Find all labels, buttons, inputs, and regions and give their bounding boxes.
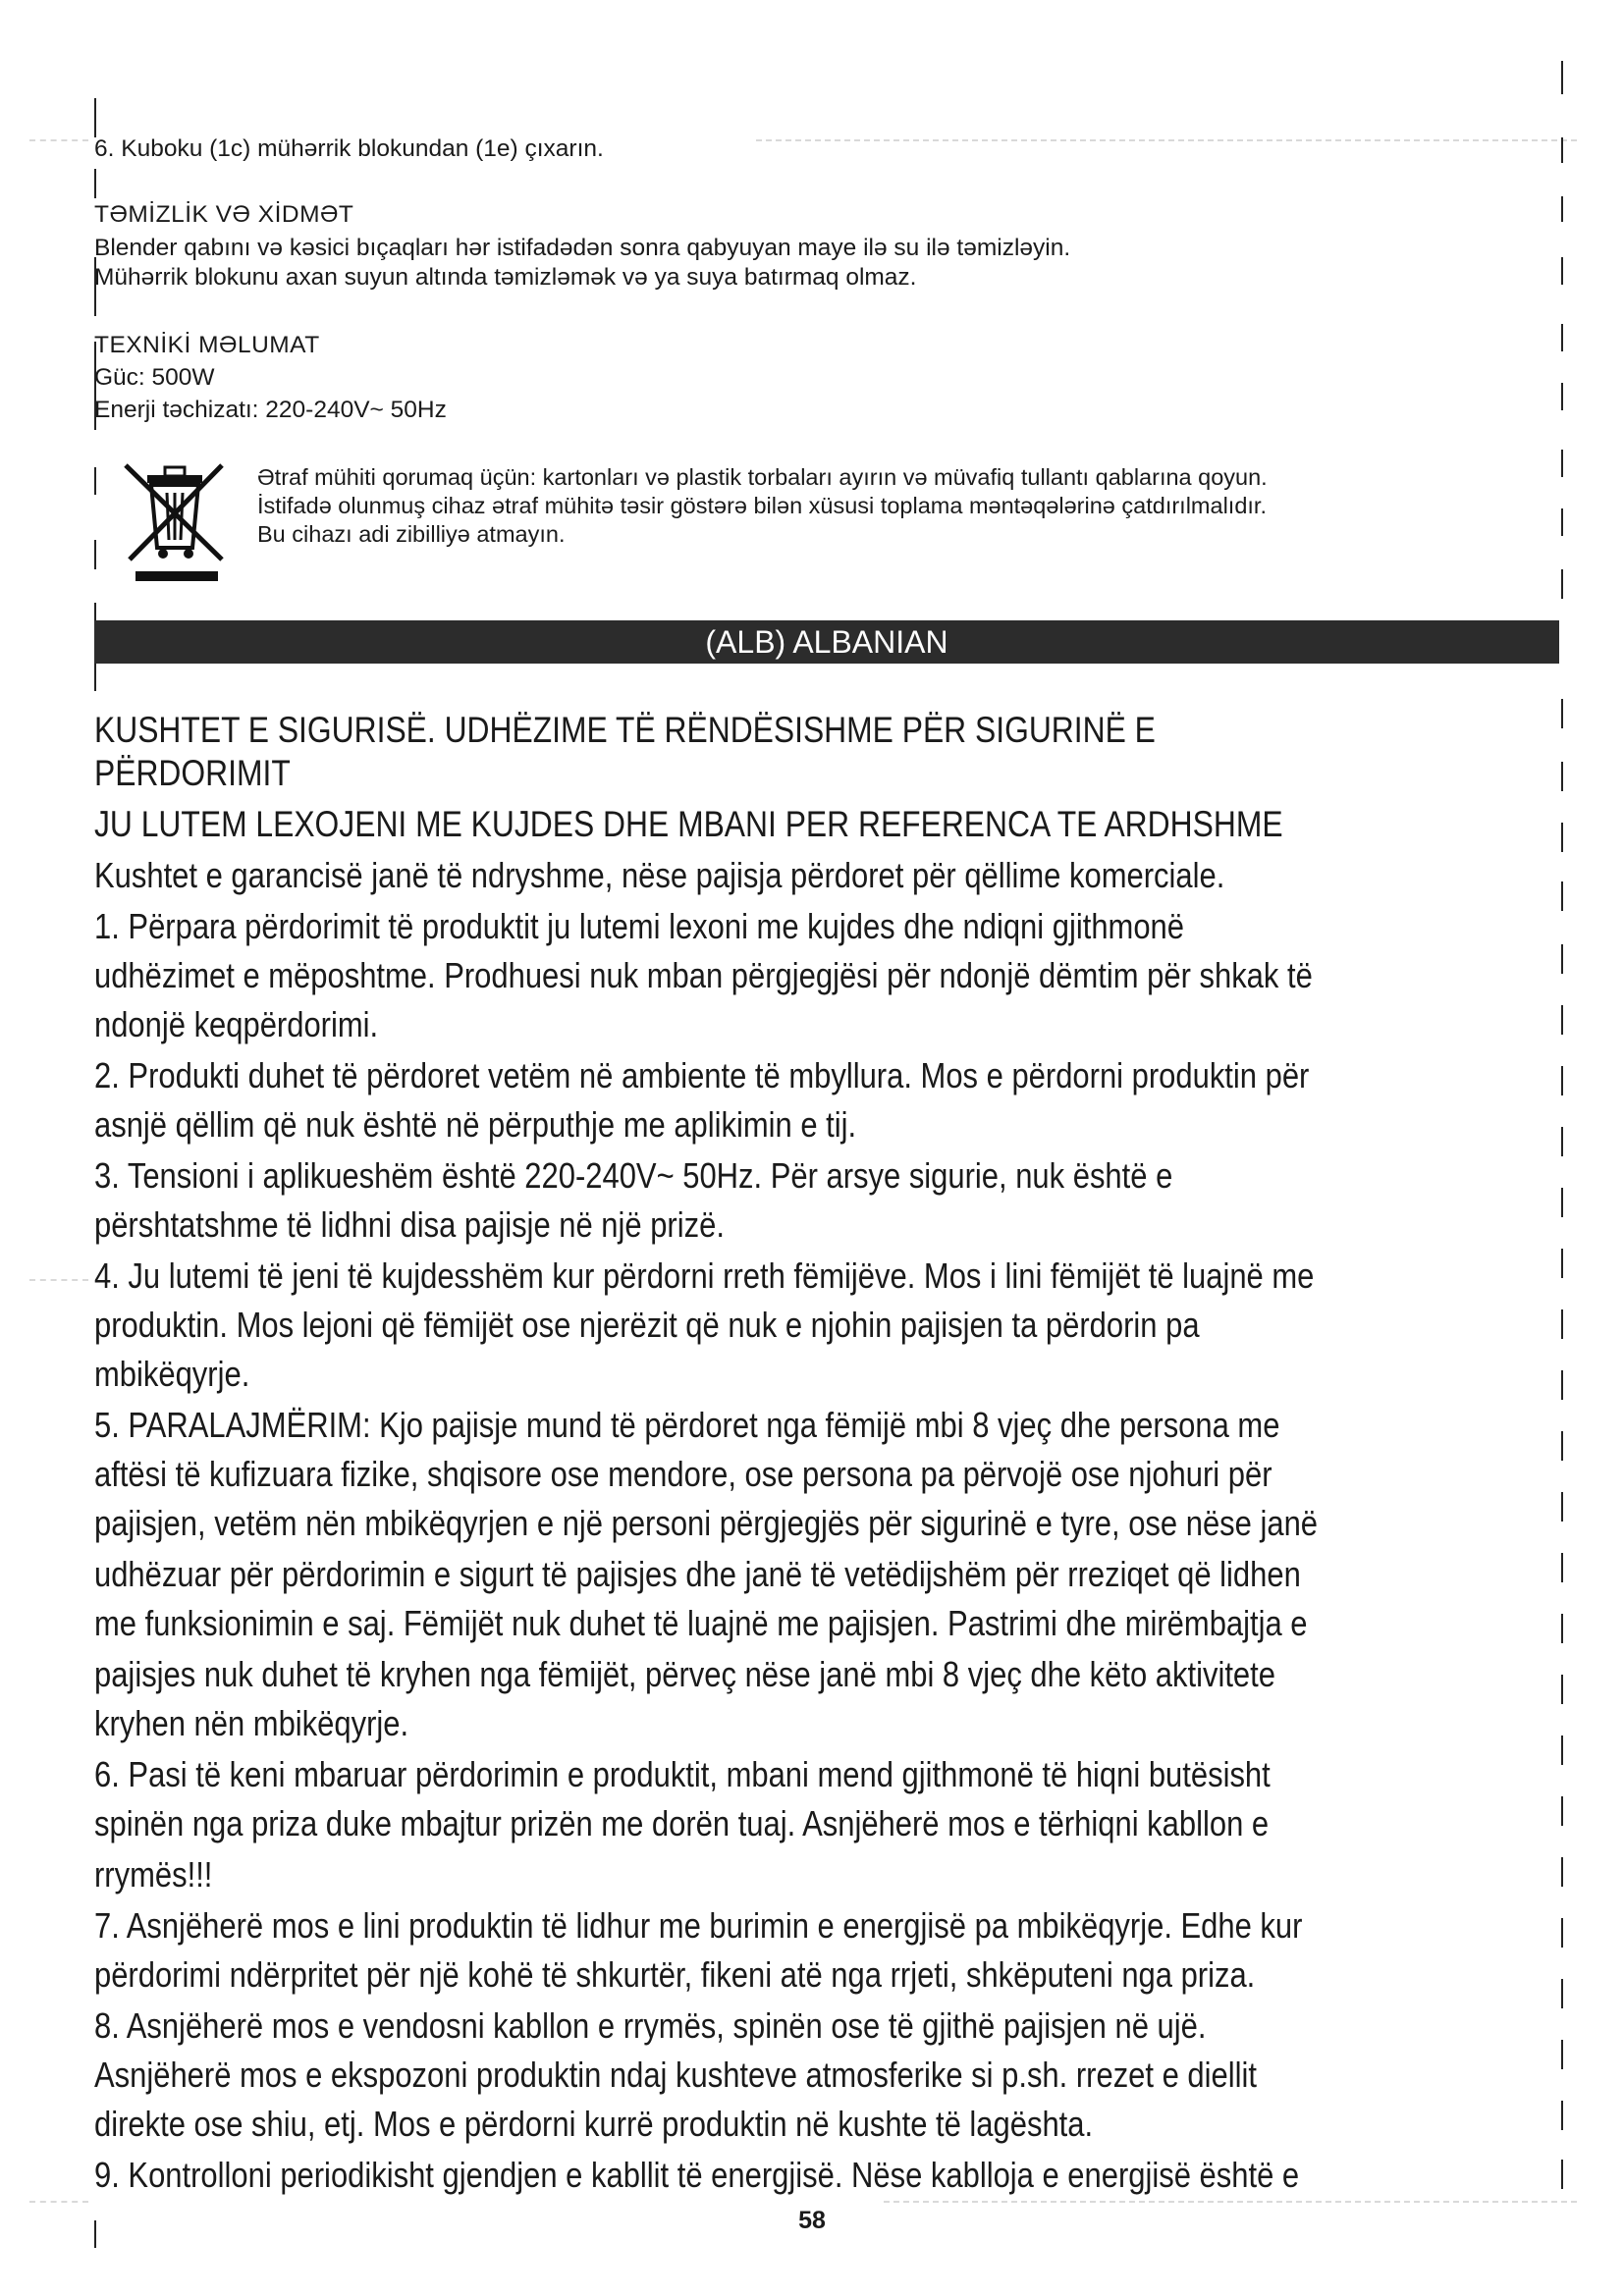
page-number: 58 bbox=[798, 2207, 826, 2234]
power-spec: Güc: 500W bbox=[94, 364, 215, 391]
paragraph-line: ndonjë keqpërdorimi. bbox=[94, 1004, 379, 1044]
safety-title-line-1: KUSHTET E SIGURISË. UDHËZIME TË RËNDËSISHME PËR SIGURINË E bbox=[94, 710, 1156, 750]
change-bar bbox=[1561, 2040, 1563, 2069]
change-bar bbox=[1561, 823, 1563, 852]
crop-mark bbox=[756, 139, 1577, 141]
cleaning-text-1: Blender qabını və kəsici bıçaqları hər istifadədən sonra qabyuyan maye ilə su ilə təmizləyin. bbox=[94, 235, 1071, 261]
paragraph-line: 5. PARALAJMËRIM: Kjo pajisje mund të përdoret nga fëmijë mbi 8 vjeç dhe persona me bbox=[94, 1405, 1280, 1445]
change-bar bbox=[1561, 1979, 1563, 2008]
weee-text-1: Ətraf mühiti qorumaq üçün: kartonları və plastik torbaları ayırın və müvafiq tullantı qablarına qoyun. bbox=[257, 464, 1268, 490]
cleaning-heading: TƏMİZLİK VƏ XİDMƏT bbox=[94, 201, 354, 228]
change-bar bbox=[1561, 257, 1563, 285]
crop-mark bbox=[29, 2201, 88, 2203]
change-bar bbox=[94, 467, 96, 495]
paragraph-line: Kushtet e garancisë janë të ndryshme, nëse pajisja përdoret për qëllime komerciale. bbox=[94, 855, 1225, 895]
change-bar bbox=[1561, 1431, 1563, 1461]
change-bar bbox=[1561, 324, 1563, 351]
paragraph-line: pajisjes nuk duhet të kryhen nga fëmijët, përveç nëse janë mbi 8 vjeç dhe këto aktivitete bbox=[94, 1654, 1275, 1694]
change-bar bbox=[1561, 1127, 1563, 1156]
azeri-step-6: 6. Kuboku (1c) mühərrik blokundan (1e) çıxarın. bbox=[94, 135, 604, 162]
change-bar bbox=[1561, 1066, 1563, 1095]
paragraph-line: produktin. Mos lejoni që fëmijët ose njerëzit që nuk e njohin pajisjen ta përdorin pa bbox=[94, 1305, 1200, 1345]
change-bar bbox=[1561, 1309, 1563, 1339]
change-bar bbox=[1561, 2160, 1563, 2189]
change-bar bbox=[94, 540, 96, 569]
change-bar bbox=[1561, 1857, 1563, 1887]
paragraph-line: 6. Pasi të keni mbaruar përdorimin e produktit, mbani mend gjithmonë të hiqni butësisht bbox=[94, 1754, 1271, 1794]
change-bar bbox=[1561, 762, 1563, 791]
change-bar bbox=[1561, 1735, 1563, 1765]
weee-text-3: Bu cihazı adi zibilliyə atmayın. bbox=[257, 521, 566, 547]
change-bar bbox=[1561, 508, 1563, 536]
paragraph-line: përshtatshme të lidhni disa pajisje në një prizë. bbox=[94, 1204, 725, 1245]
change-bar bbox=[1561, 699, 1563, 728]
change-bar bbox=[1561, 1188, 1563, 1217]
change-bar bbox=[1561, 1492, 1563, 1522]
change-bar bbox=[1561, 1370, 1563, 1400]
weee-text-2: İstifadə olunmuş cihaz ətraf mühitə təsir göstərə bilən xüsusi toplama məntəqələrinə çatdırılmalıdır. bbox=[257, 493, 1267, 518]
paragraph-line: 2. Produkti duhet të përdoret vetëm në ambiente të mbyllura. Mos e përdorni produktin për bbox=[94, 1055, 1310, 1095]
change-bar bbox=[1561, 196, 1563, 222]
paragraph-line: kryhen nën mbikëqyrje. bbox=[94, 1703, 409, 1743]
paragraph-line: udhëzuar për përdorimin e sigurt të pajisjes dhe janë të vetëdijshëm për rreziqet që lidhen bbox=[94, 1554, 1301, 1594]
crop-mark bbox=[29, 139, 88, 141]
change-bar bbox=[1561, 137, 1563, 163]
paragraph-line: 3. Tensioni i aplikueshëm është 220-240V~ 50Hz. Për arsye sigurie, nuk është e bbox=[94, 1155, 1173, 1196]
paragraph-line: 1. Përpara përdorimit të produktit ju lutemi lexoni me kujdes dhe ndiqni gjithmonë bbox=[94, 906, 1185, 946]
change-bar bbox=[1561, 1005, 1563, 1035]
change-bar bbox=[1561, 1553, 1563, 1582]
crop-mark bbox=[29, 1279, 88, 1281]
section-banner: (ALB) ALBANIAN bbox=[94, 620, 1559, 664]
paragraph-line: 7. Asnjëherë mos e lini produktin të lidhur me burimin e energjisë pa mbikëqyrje. Edhe kur bbox=[94, 1905, 1303, 1946]
paragraph-line: 4. Ju lutemi të jeni të kujdesshëm kur përdorni rreth fëmijëve. Mos i lini fëmijët të luajnë me bbox=[94, 1255, 1315, 1296]
paragraph-line: asnjë qëllim që nuk është në përputhje me aplikimin e tij. bbox=[94, 1104, 857, 1145]
change-bar bbox=[1561, 2101, 1563, 2130]
change-bar bbox=[94, 169, 96, 198]
paragraph-line: 9. Kontrolloni periodikisht gjendjen e kabllit të energjisë. Nëse kablloja e energjisë është e bbox=[94, 2155, 1300, 2195]
paragraph-line: rrymës!!! bbox=[94, 1854, 213, 1895]
change-bar bbox=[1561, 1249, 1563, 1278]
crop-mark bbox=[884, 2201, 1577, 2203]
change-bar bbox=[1561, 1918, 1563, 1948]
paragraph-line: përdorimi ndërpritet për një kohë të shkurtër, fikeni atë nga rrjeti, shkëputeni nga priza. bbox=[94, 1954, 1256, 1995]
paragraph-line: 8. Asnjëherë mos e vendosni kabllon e rrymës, spinën ose të gjithë pajisjen në ujë. bbox=[94, 2005, 1207, 2046]
change-bar bbox=[1561, 944, 1563, 974]
paragraph-line: aftësi të kufizuara fizike, shqisore ose mendore, ose persona pa përvojë ose njohuri për bbox=[94, 1454, 1272, 1494]
weee-bin-icon bbox=[116, 457, 238, 583]
technical-heading: TEXNİKİ MƏLUMAT bbox=[94, 332, 320, 358]
change-bar bbox=[1561, 1675, 1563, 1704]
change-bar bbox=[1561, 881, 1563, 911]
paragraph-line: spinën nga priza duke mbajtur prizën me dorën tuaj. Asnjëherë mos e tërhiqni kabllon e bbox=[94, 1803, 1270, 1843]
change-bar bbox=[1561, 1796, 1563, 1826]
paragraph-line: me funksionimin e saj. Fëmijët nuk duhet të luajnë me pajisjen. Pastrimi dhe mirëmbajtja e bbox=[94, 1603, 1308, 1643]
safety-title-line-2: PËRDORIMIT bbox=[94, 753, 291, 793]
paragraph-line: Asnjëherë mos e ekspozoni produktin ndaj kushteve atmosferike si p.sh. rrezet e diellit bbox=[94, 2055, 1257, 2095]
change-bar bbox=[1561, 569, 1563, 599]
supply-spec: Enerji təchizatı: 220-240V~ 50Hz bbox=[94, 397, 447, 423]
change-bar bbox=[1561, 383, 1563, 410]
paragraph-line: mbikëqyrje. bbox=[94, 1354, 250, 1394]
paragraph-line: direkte ose shiu, etj. Mos e përdorni kurrë produktin në kushte të lagështa. bbox=[94, 2104, 1094, 2144]
cleaning-text-2: Mühərrik blokunu axan suyun altında təmizləmək və ya suya batırmaq olmaz. bbox=[94, 264, 917, 291]
paragraph-line: pajisjen, vetëm nën mbikëqyrjen e një personi përgjegjës për sigurinë e tyre, ose nëse janë bbox=[94, 1503, 1319, 1543]
change-bar bbox=[1561, 61, 1563, 94]
read-carefully-notice: JU LUTEM LEXOJENI ME KUJDES DHE MBANI PER REFERENCA TE ARDHSHME bbox=[94, 804, 1283, 844]
change-bar bbox=[1561, 450, 1563, 477]
change-bar bbox=[1561, 1614, 1563, 1643]
change-bar bbox=[94, 98, 96, 137]
paragraph-line: udhëzimet e mëposhtme. Prodhuesi nuk mban përgjegjësi për ndonjë dëmtim për shkak të bbox=[94, 955, 1313, 995]
